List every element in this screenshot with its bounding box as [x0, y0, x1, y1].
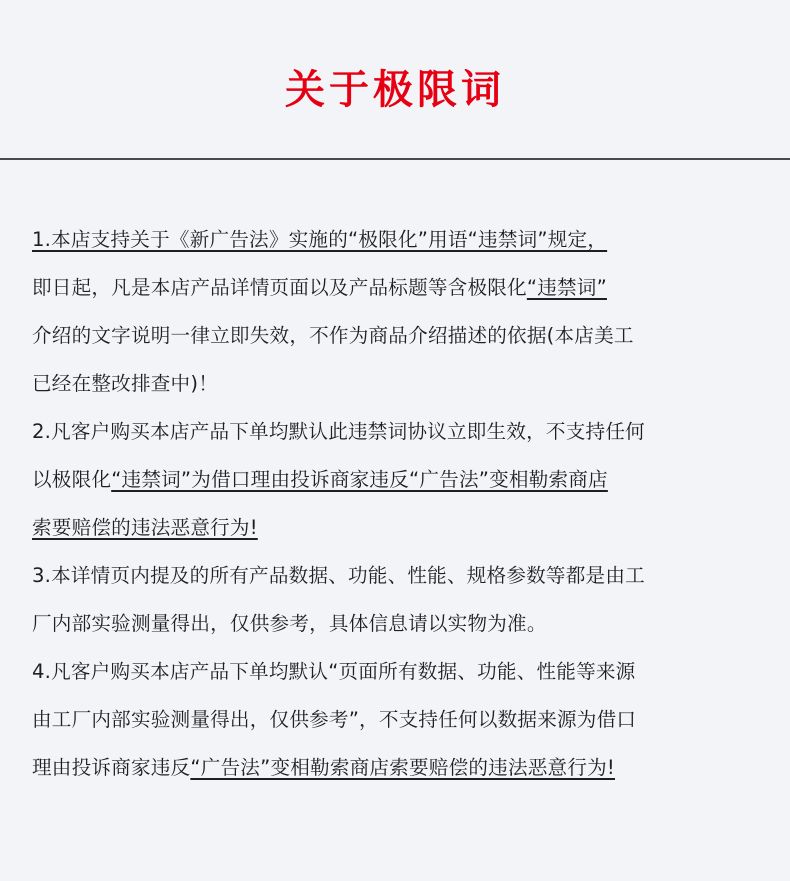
p2-line-2-text: 以极限化 — [32, 468, 112, 491]
p3-line-1 — [32, 552, 764, 600]
p1-line-4-text: 已经在整改排查中)！ — [32, 372, 218, 395]
p4-line-3-underlined: “广告法”变相勒索商店索要赔偿的违法恶意行为! — [190, 756, 615, 779]
p2-line-3 — [32, 504, 764, 552]
p3-line-2-text: 厂内部实验测量得出，仅供参考，具体信息请以实物为准。 — [32, 612, 547, 635]
header — [0, 0, 790, 160]
p3-line-1-text: 3.本详情页内提及的所有产品数据、功能、性能、规格参数等都是由工 — [32, 564, 645, 587]
p4-line-2-text: 由工厂内部实验测量得出，仅供参考”，不支持任何以数据来源为借口 — [32, 708, 637, 731]
p4-line-3 — [32, 744, 764, 792]
p1-line-4 — [32, 360, 764, 408]
p2-line-1 — [32, 408, 764, 456]
p4-line-1 — [32, 648, 764, 696]
p1-line-2-underlined: “违禁词” — [526, 276, 607, 299]
p4-line-1-text: 4.凡客户购买本店产品下单均默认“页面所有数据、功能、性能等来源 — [32, 660, 636, 683]
p1-line-2-text: 即日起，凡是本店产品详情页面以及产品标题等含极限化 — [32, 276, 527, 299]
p2-line-2-underlined: “违禁词”为借口理由投诉商家违反“广告法”变相勒索商店 — [111, 468, 608, 491]
p2-line-1-text: 2.凡客户购买本店产品下单均默认此违禁词协议立即生效，不支持任何 — [32, 420, 645, 443]
p1-line-3-text: 介绍的文字说明一律立即失效，不作为商品介绍描述的依据(本店美工 — [32, 324, 634, 347]
p3-line-2 — [32, 600, 764, 648]
p4-line-2 — [32, 696, 764, 744]
p1-line-3 — [32, 312, 764, 360]
notice-content — [32, 216, 764, 792]
p1-line-1 — [32, 216, 764, 264]
p2-line-3-underlined: 索要赔偿的违法恶意行为! — [32, 516, 258, 539]
p1-line-1-text: 1.本店支持关于《新广告法》实施的“极限化”用语“违禁词”规定， — [32, 228, 608, 251]
p4-line-3-text: 理由投诉商家违反 — [32, 756, 191, 779]
page-title: 关于极限词 — [285, 67, 505, 113]
p2-line-2 — [32, 456, 764, 504]
p1-line-2 — [32, 264, 764, 312]
